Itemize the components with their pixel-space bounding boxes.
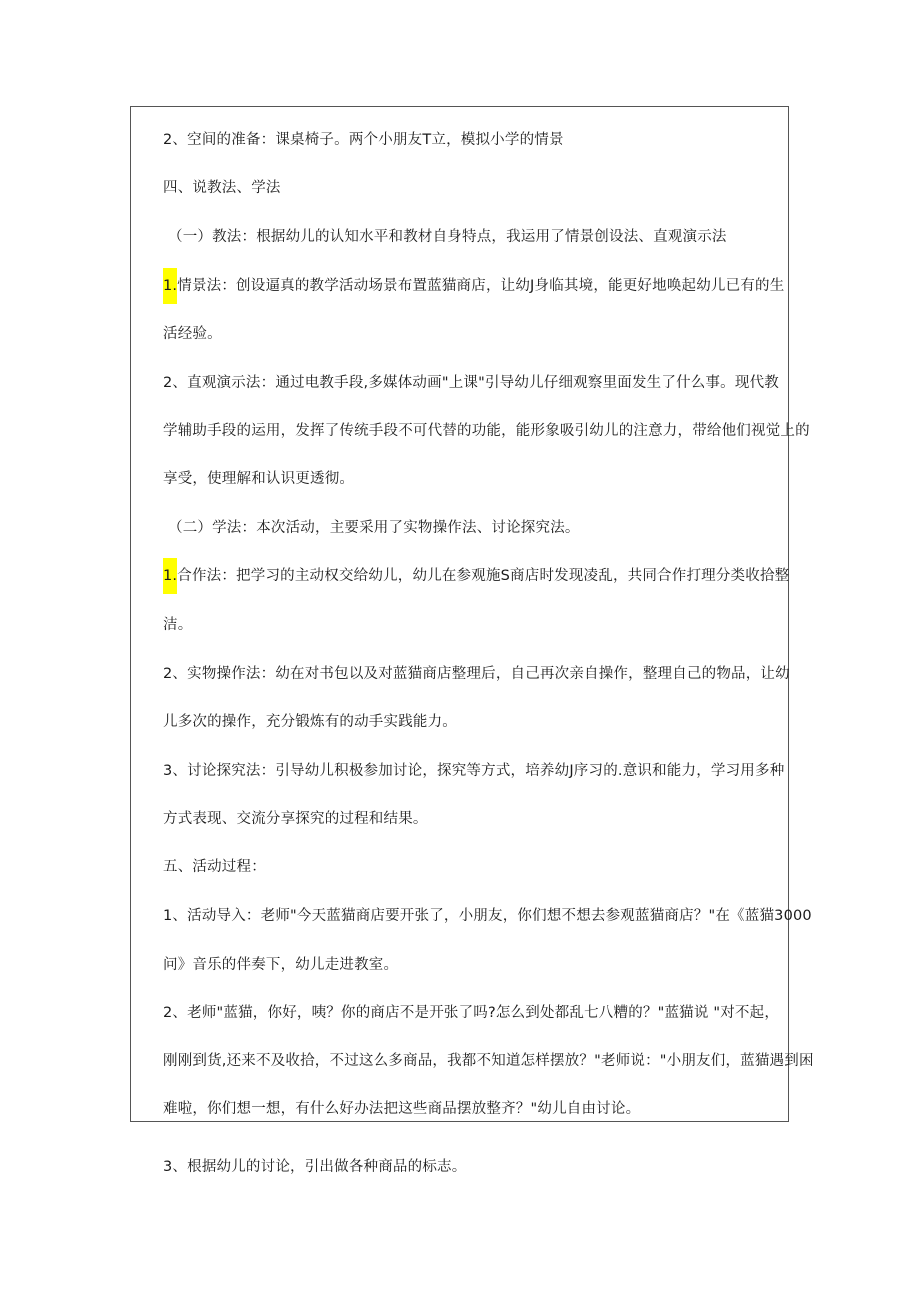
paragraph-continuation: 儿多次的操作，充分锻炼有的动手实践能力。 [163, 714, 457, 730]
paragraph-continuation: 刚刚到货,还来不及收拾，不过这么多商品，我都不知道怎样摆放？"老师说："小朋友们，蓝猫遇到困 [163, 1053, 814, 1069]
paragraph-operation-method: 2、实物操作法：幼在对书包以及对蓝猫商店整理后，自己再次亲自操作，整理自己的物品，让幼 [163, 666, 790, 682]
paragraph-continuation: 方式表现、交流分享探究的过程和结果。 [163, 811, 428, 827]
paragraph-continuation: 活经验。 [163, 326, 222, 342]
paragraph-continuation: 学辅助手段的运用，发挥了传统手段不可代替的功能，能形象吸引幼儿的注意力，带给他们视觉上的 [163, 423, 810, 439]
paragraph-continuation: 享受，使理解和认识更透彻。 [163, 471, 355, 487]
paragraph-cooperation-method [163, 566, 789, 586]
heading-learning-method: （二）学法：本次活动，主要采用了实物操作法、讨论探究法。 [168, 520, 580, 536]
paragraph-demo-method: 2、直观演示法：通过电教手段,多媒体动画"上课"引导幼儿仔细观察里面发生了什么事。现代教 [163, 375, 779, 391]
heading-teaching-method: （一）教法：根据幼儿的认知水平和教材自身特点，我运用了情景创设法、直观演示法 [168, 229, 727, 245]
highlight-marker: 1. [163, 268, 177, 304]
heading-section-5: 五、活动过程： [163, 859, 266, 875]
paragraph-continuation: 难啦，你们想一想，有什么好办法把这些商品摆放整齐？"幼儿自由讨论。 [163, 1101, 641, 1117]
paragraph-teacher-dialogue: 2、老师"蓝猫，你好，咦？你的商店不是开张了吗?怎么到处都乱七八糟的？"蓝猫说 "对不起， [163, 1005, 780, 1021]
heading-section-4: 四、说教法、学法 [163, 180, 281, 196]
paragraph-discussion-method: 3、讨论探究法：引导幼儿积极参加讨论，探究等方式，培养幼J序习的.意识和能力，学习用多种 [163, 763, 785, 779]
paragraph-space-prep: 2、空间的准备：课桌椅子。两个小朋友T立，模拟小学的情景 [163, 132, 564, 148]
paragraph-outside-table: 3、根据幼儿的讨论，引出做各种商品的标志。 [163, 1159, 467, 1175]
paragraph-continuation: 问》音乐的伴奏下，幼儿走进教室。 [163, 957, 399, 973]
paragraph-text: 合作法：把学习的主动权交给幼儿，幼儿在参观施S商店时发现凌乱，共同合作打理分类收拾整 [177, 568, 790, 584]
paragraph-situation-method [163, 276, 784, 296]
paragraph-text: 情景法：创设逼真的教学活动场景布置蓝猫商店，让幼J身临其境，能更好地唤起幼儿已有的生 [177, 278, 785, 294]
paragraph-continuation: 洁。 [163, 617, 193, 633]
paragraph-activity-intro: 1、活动导入：老师"今天蓝猫商店要开张了，小朋友，你们想不想去参观蓝猫商店？"在《蓝猫3000 [163, 908, 812, 924]
highlight-marker: 1. [163, 558, 177, 594]
